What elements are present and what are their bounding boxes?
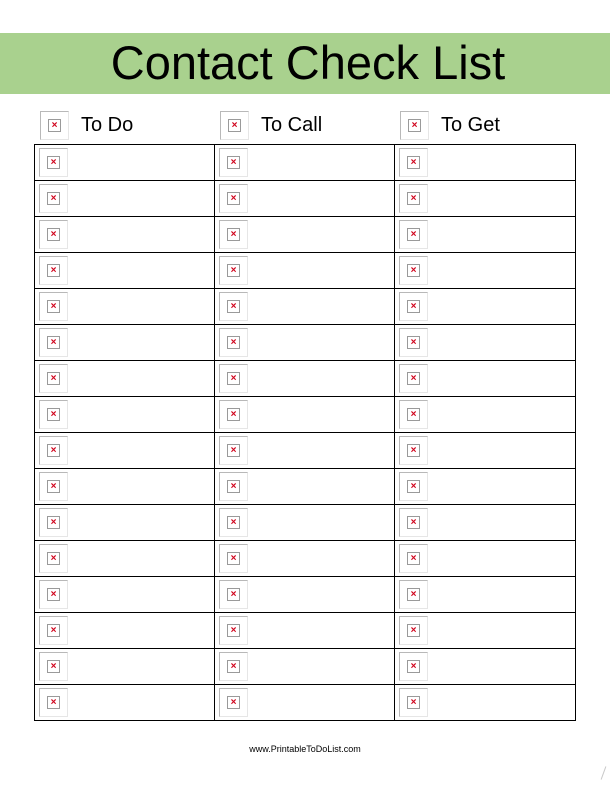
broken-image-icon: × [40,111,69,140]
broken-image-icon: × [39,580,68,609]
checklist-cell[interactable] [215,253,395,289]
broken-image-icon: × [39,472,68,501]
broken-image-icon: × [399,472,428,501]
checklist-cell[interactable] [35,361,215,397]
checklist-row [35,505,576,541]
checklist-cell[interactable] [35,253,215,289]
checklist-cell[interactable] [395,397,576,433]
checklist-cell[interactable] [395,469,576,505]
checklist-cell[interactable] [35,217,215,253]
broken-image-icon: × [399,220,428,249]
checklist-cell[interactable] [35,145,215,181]
checklist-cell[interactable] [395,613,576,649]
checklist-row [35,649,576,685]
checklist-cell[interactable] [395,361,576,397]
broken-image-icon: × [39,328,68,357]
checklist-cell[interactable] [395,145,576,181]
broken-image-icon: × [39,544,68,573]
checklist-cell[interactable] [35,577,215,613]
checklist-cell[interactable] [215,505,395,541]
checklist-cell[interactable] [215,181,395,217]
checklist-grid [34,144,576,721]
page-title: Contact Check List [110,36,506,89]
broken-image-icon: × [399,148,428,177]
broken-image-icon: × [399,436,428,465]
checklist-row [35,181,576,217]
checklist-row [35,469,576,505]
checklist-cell[interactable] [215,577,395,613]
checklist-cell[interactable] [35,505,215,541]
broken-image-icon: × [219,220,248,249]
broken-image-icon: × [39,184,68,213]
checklist-cell[interactable] [215,397,395,433]
broken-image-icon: × [399,508,428,537]
checklist-row [35,145,576,181]
broken-image-icon: × [39,292,68,321]
checklist-cell[interactable] [215,325,395,361]
checklist-row [35,253,576,289]
checklist-cell[interactable] [35,469,215,505]
broken-image-icon: × [399,688,428,717]
checklist-row [35,613,576,649]
checklist-cell[interactable] [395,181,576,217]
broken-image-icon: × [39,400,68,429]
broken-image-icon: × [399,292,428,321]
checklist-row [35,577,576,613]
broken-image-icon: × [399,400,428,429]
broken-image-icon: × [219,328,248,357]
broken-image-icon: × [39,436,68,465]
broken-image-icon: × [219,148,248,177]
checklist-row [35,433,576,469]
column-header-todo [40,109,133,141]
broken-image-icon: × [219,508,248,537]
checklist-cell[interactable] [35,613,215,649]
checklist-cell[interactable] [215,289,395,325]
footer-url: www.PrintableToDoList.com [249,744,361,754]
column-header-label: To Call [261,114,323,136]
broken-image-icon: × [219,652,248,681]
broken-image-icon: × [219,472,248,501]
broken-image-icon: × [219,688,248,717]
checklist-cell[interactable] [215,469,395,505]
broken-image-icon: × [219,256,248,285]
broken-image-icon: × [219,400,248,429]
checklist-cell[interactable] [215,361,395,397]
broken-image-icon: × [39,148,68,177]
broken-image-icon: × [220,111,249,140]
checklist-cell[interactable] [395,433,576,469]
checklist-cell[interactable] [215,613,395,649]
checklist-cell[interactable] [215,217,395,253]
broken-image-icon: × [39,364,68,393]
broken-image-icon: × [399,364,428,393]
broken-image-icon: × [399,580,428,609]
checklist-cell[interactable] [35,541,215,577]
checklist-cell[interactable] [35,325,215,361]
broken-image-icon: × [39,508,68,537]
broken-image-icon: × [219,544,248,573]
checklist-cell[interactable] [35,181,215,217]
checklist-cell[interactable] [215,541,395,577]
broken-image-icon: × [219,364,248,393]
broken-image-icon: × [399,544,428,573]
checklist-cell[interactable] [215,649,395,685]
checklist-cell[interactable] [35,289,215,325]
broken-image-icon: × [39,256,68,285]
broken-image-icon: × [399,652,428,681]
broken-image-icon: × [399,184,428,213]
broken-image-icon: × [39,652,68,681]
broken-image-icon: × [399,616,428,645]
checklist-cell[interactable] [395,253,576,289]
checklist-cell[interactable] [215,433,395,469]
broken-image-icon: × [219,616,248,645]
column-header-get [400,109,500,141]
column-header-call [220,109,322,141]
broken-image-icon: × [219,292,248,321]
checklist-cell[interactable] [215,685,395,721]
checklist-cell[interactable] [215,145,395,181]
column-header-label: To Do [81,114,134,136]
checklist-row [35,217,576,253]
checklist-cell[interactable] [35,685,215,721]
checklist-cell[interactable] [395,217,576,253]
checklist-row [35,361,576,397]
broken-image-icon: × [219,580,248,609]
checklist-row [35,685,576,721]
broken-image-icon: × [219,184,248,213]
broken-image-icon: × [39,616,68,645]
checklist-row [35,541,576,577]
checklist-row [35,325,576,361]
checklist-cell[interactable] [35,433,215,469]
broken-image-icon: × [219,436,248,465]
broken-image-icon: × [39,688,68,717]
column-header-label: To Get [441,114,500,136]
checklist-row [35,289,576,325]
broken-image-icon: × [39,220,68,249]
checklist-cell[interactable] [395,577,576,613]
broken-image-icon: × [399,256,428,285]
checklist-cell[interactable] [395,289,576,325]
checklist-cell[interactable] [395,541,576,577]
page-corner-mark [601,766,607,779]
checklist-cell[interactable] [395,505,576,541]
checklist-cell[interactable] [395,325,576,361]
checklist-cell[interactable] [395,685,576,721]
broken-image-icon: × [399,328,428,357]
broken-image-icon: × [400,111,429,140]
checklist-cell[interactable] [35,649,215,685]
checklist-cell[interactable] [35,397,215,433]
checklist-row [35,397,576,433]
checklist-cell[interactable] [395,649,576,685]
